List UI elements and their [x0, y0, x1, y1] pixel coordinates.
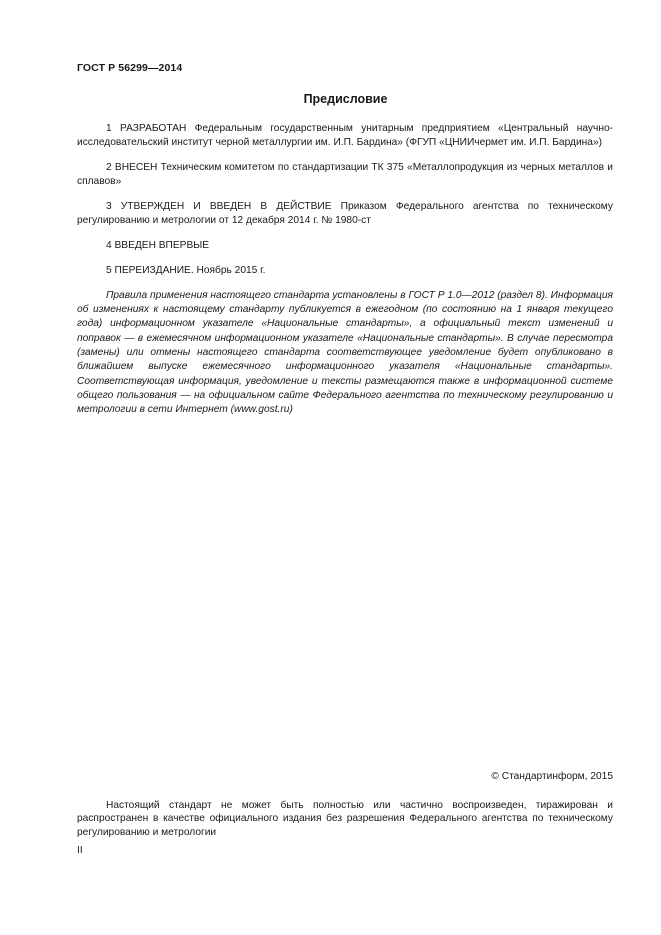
- reproduction-notice: Настоящий стандарт не может быть полностью или частично воспроизведен, тиражирован и распространен в качестве официального издания без разрешения Федерального агентства по техническому регулированию и метрологии: [77, 800, 613, 838]
- paragraph-developed-by: 1 РАЗРАБОТАН Федеральным государственным унитарным предприятием «Центральный научно-исследовательский институт черной металлургии им. И.П. Бардина» (ФГУП «ЦНИИчермет им. И.П. Бардина»): [77, 123, 613, 149]
- paragraph-application-rules: Правила применения настоящего стандарта установлены в ГОСТ Р 1.0—2012 (раздел 8). Информация об изменениях к настоящему стандарту публикуется в ежегодном (по состоянию на 1 января текущего года) информационном указателе «Национальные стандарты», а официальный текст изменений и поправок — в ежемесячном информационном указателе «Национальные стандарты». В случае пересмотра (замены) или отмены настоящего стандарта соответствующее уведомление будет опубликовано в ближайшем выпуске ежемесячного информационного указателя «Национальные стандарты». Соответствующая информация, уведомление и тексты размещаются также в информационной системе общего пользования — на официальном сайте Федерального агентства по техническому регулированию и метрологии в сети Интернет (www.gost.ru): [77, 289, 613, 416]
- copyright-line: © Стандартинформ, 2015: [491, 771, 613, 782]
- paragraph-first-introduced: 4 ВВЕДЕН ВПЕРВЫЕ: [106, 240, 210, 252]
- document-code: ГОСТ Р 56299—2014: [77, 62, 183, 74]
- paragraph-reissue: 5 ПЕРЕИЗДАНИЕ. Ноябрь 2015 г.: [106, 265, 266, 277]
- section-title: [0, 92, 661, 106]
- page-number: II: [77, 845, 83, 856]
- preface-body: [77, 122, 613, 428]
- section-title-text: Предисловие: [303, 92, 388, 106]
- paragraph-submitted-by: 2 ВНЕСЕН Техническим комитетом по стандартизации ТК 375 «Металлопродукция из черных металлов и сплавов»: [77, 162, 613, 188]
- paragraph-approved: 3 УТВЕРЖДЕН И ВВЕДЕН В ДЕЙСТВИЕ Приказом Федерального агентства по техническому регулированию и метрологии от 12 декабря 2014 г. № 1980-ст: [77, 201, 613, 227]
